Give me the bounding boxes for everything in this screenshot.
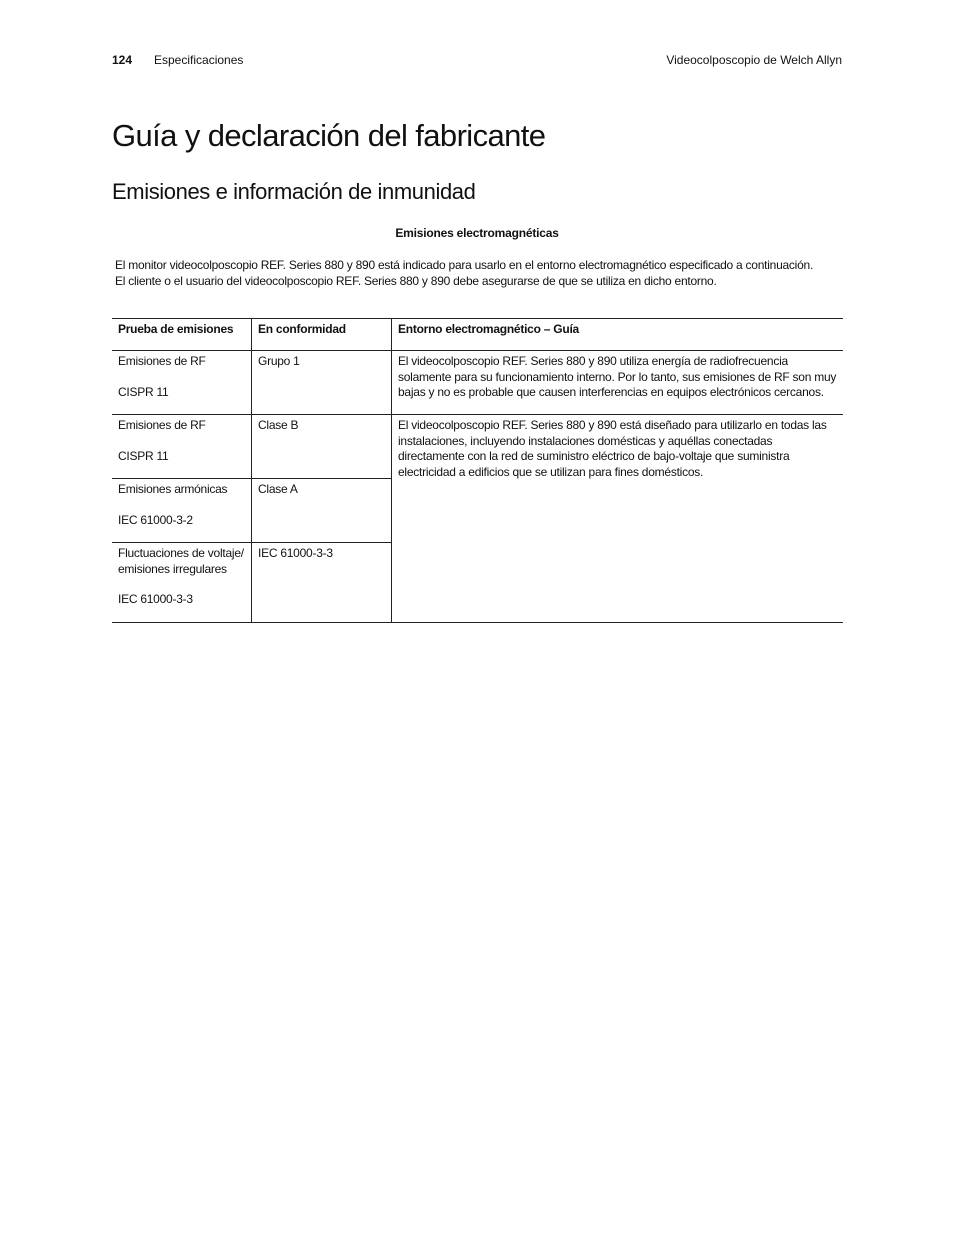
cell-compliance: Grupo 1 — [252, 351, 392, 415]
test-name: Emisiones de RF — [118, 354, 206, 368]
test-name: Fluctuaciones de voltaje/ emisiones irregulares — [118, 546, 244, 576]
test-standard: IEC 61000-3-3 — [118, 592, 193, 606]
cell-test — [112, 543, 252, 623]
column-header-guidance: Entorno electromagnético – Guía — [392, 319, 844, 351]
cell-guidance: El videocolposcopio REF. Series 880 y 890 está diseñado para utilizarlo en todas las instalaciones, incluyendo instalaciones domésticas y aquéllas conectadas directamente con la red de suministro eléctrico de bajo-voltaje que suministra electricidad a edificios que se utilizan para fines domésticos. — [392, 415, 844, 623]
test-standard: CISPR 11 — [118, 448, 169, 463]
header-section-name: Especificaciones — [154, 53, 244, 67]
test-name: Emisiones de RF — [118, 418, 206, 432]
intro-line-1: El monitor videocolposcopio REF. Series 880 y 890 está indicado para usarlo en el entorno electromagnético especificado a continuación. — [115, 258, 814, 272]
cell-compliance: IEC 61000-3-3 — [252, 543, 392, 623]
section-subtitle: Emisiones e información de inmunidad — [112, 179, 476, 204]
column-header-compliance: En conformidad — [252, 319, 392, 351]
cell-test — [112, 415, 252, 479]
cell-compliance: Clase B — [252, 415, 392, 479]
cell-test — [112, 479, 252, 543]
page-header — [112, 53, 842, 69]
table-row — [112, 415, 843, 479]
test-standard: IEC 61000-3-2 — [118, 512, 193, 527]
cell-compliance: Clase A — [252, 479, 392, 543]
table-header-row — [112, 319, 843, 351]
table-caption: Emisiones electromagnéticas — [395, 226, 559, 240]
test-name: Emisiones armónicas — [118, 482, 228, 496]
table-row — [112, 351, 843, 415]
page-title: Guía y declaración del fabricante — [112, 118, 546, 153]
page-number: 124 — [112, 53, 133, 67]
cell-guidance: El videocolposcopio REF. Series 880 y 890 utiliza energía de radiofrecuencia solamente para su funcionamiento interno. Por lo tanto, sus emisiones de RF son muy bajas y no es probable que causen interferencias en equipos electrónicos cercanos. — [392, 351, 844, 415]
intro-paragraph — [115, 257, 855, 289]
cell-test — [112, 351, 252, 415]
emissions-table — [112, 318, 843, 623]
header-document-title: Videocolposcopio de Welch Allyn — [666, 53, 842, 67]
test-standard: CISPR 11 — [118, 384, 169, 399]
intro-line-2: El cliente o el usuario del videocolposcopio REF. Series 880 y 890 debe asegurarse de que se utiliza en dicho entorno. — [115, 274, 717, 288]
column-header-test: Prueba de emisiones — [112, 319, 252, 351]
